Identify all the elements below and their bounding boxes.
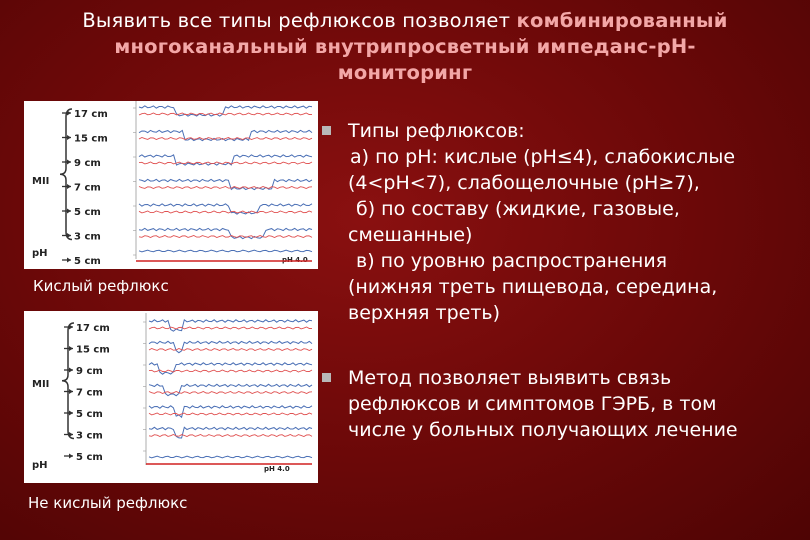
arrow-head-icon (69, 368, 73, 373)
bullet-line: Типы рефлюксов: (348, 120, 525, 142)
mii-label: MII (32, 176, 50, 187)
reference-trace (139, 236, 312, 238)
channel-label: 7 cm (74, 182, 101, 194)
acid-reflux-chart (24, 101, 318, 269)
slide-title (40, 8, 770, 86)
reference-trace (149, 392, 312, 394)
ph-label: pH (32, 248, 48, 259)
reference-trace (149, 413, 312, 415)
channel-label: 5 cm (76, 409, 103, 420)
bullet-line: б) по составу (жидкие, газовые, (356, 198, 680, 220)
channel-label: 3 cm (76, 430, 103, 442)
channel-label: 17 cm (74, 109, 108, 120)
channel-brace (60, 109, 72, 240)
bullet-list (318, 118, 798, 443)
reference-trace (139, 162, 312, 164)
bullet-line: в) по уровню распространения (356, 250, 668, 272)
ph-label: pH (32, 460, 48, 471)
ph-ref-label: pH 4.0 (264, 465, 290, 473)
bullet-line: рефлюксов и симптомов ГЭРБ, в том (348, 393, 717, 415)
channel-brace (62, 323, 74, 439)
arrow-head-icon (67, 184, 71, 189)
impedance-trace (149, 456, 312, 458)
channel-label: 9 cm (76, 366, 103, 377)
arrow-head-icon (67, 209, 71, 214)
reference-trace (149, 435, 312, 437)
channel-label: 7 cm (76, 387, 103, 399)
non-acid-reflux-chart (24, 311, 318, 483)
bullet-line: верхняя треть) (348, 302, 501, 324)
arrow-head-icon (69, 454, 73, 459)
arrow-head-icon (69, 411, 73, 416)
channel-label: 3 cm (74, 231, 101, 243)
channel-label: 17 cm (76, 323, 110, 334)
channel-label: 15 cm (74, 133, 108, 145)
reference-trace (149, 349, 312, 351)
bullet-method (318, 365, 798, 443)
bullet-reflux-types (318, 118, 798, 326)
impedance-trace (149, 320, 312, 331)
bullet-line: (нижняя треть пищевода, середина, (348, 276, 718, 298)
impedance-trace (149, 363, 312, 374)
impedance-trace (149, 406, 312, 417)
bullet-line: числе у больных получающих лечение (348, 419, 738, 441)
bullet-line: а) по pH: кислые (pH≤4), слабокислые (350, 146, 736, 168)
arrow-head-icon (67, 135, 71, 140)
arrow-head-icon (69, 389, 73, 394)
arrow-head-icon (69, 346, 73, 351)
acid-reflux-tracing (24, 101, 318, 269)
non-acid-reflux-tracing (24, 311, 318, 483)
reference-trace (139, 211, 312, 213)
acid-reflux-caption: Кислый рефлюкс (33, 277, 169, 295)
arrow-head-icon (67, 160, 71, 165)
ph-ref-label: pH 4.0 (282, 256, 308, 264)
reference-trace (139, 113, 312, 115)
title-line-3: мониторинг (337, 61, 473, 84)
impedance-trace (149, 341, 312, 352)
bullet-line: Метод позволяет выявить связь (348, 367, 672, 389)
reference-trace (149, 327, 312, 329)
mii-label: MII (32, 379, 50, 390)
channel-label: 5 cm (76, 452, 103, 463)
title-part-bold: комбинированный (516, 9, 728, 32)
impedance-trace (149, 384, 312, 395)
title-line-2: многоканальный внутрипросветный импеданс-pH- (114, 35, 696, 58)
bullet-line: смешанные) (348, 224, 473, 246)
reference-trace (139, 187, 312, 189)
channel-label: 5 cm (74, 207, 101, 218)
non-acid-reflux-caption: Не кислый рефлюкс (28, 494, 188, 512)
channel-label: 5 cm (74, 256, 101, 267)
channel-label: 9 cm (74, 158, 101, 169)
channel-label: 15 cm (76, 344, 110, 356)
square-bullet-icon (322, 126, 331, 135)
impedance-trace (139, 250, 312, 252)
reference-trace (139, 138, 312, 140)
title-part-normal: Выявить все типы рефлюксов позволяет (82, 9, 517, 32)
arrow-head-icon (67, 258, 71, 263)
square-bullet-icon (322, 373, 331, 382)
bullet-line: (4<pH<7), слабощелочные (pH≥7), (348, 172, 700, 194)
